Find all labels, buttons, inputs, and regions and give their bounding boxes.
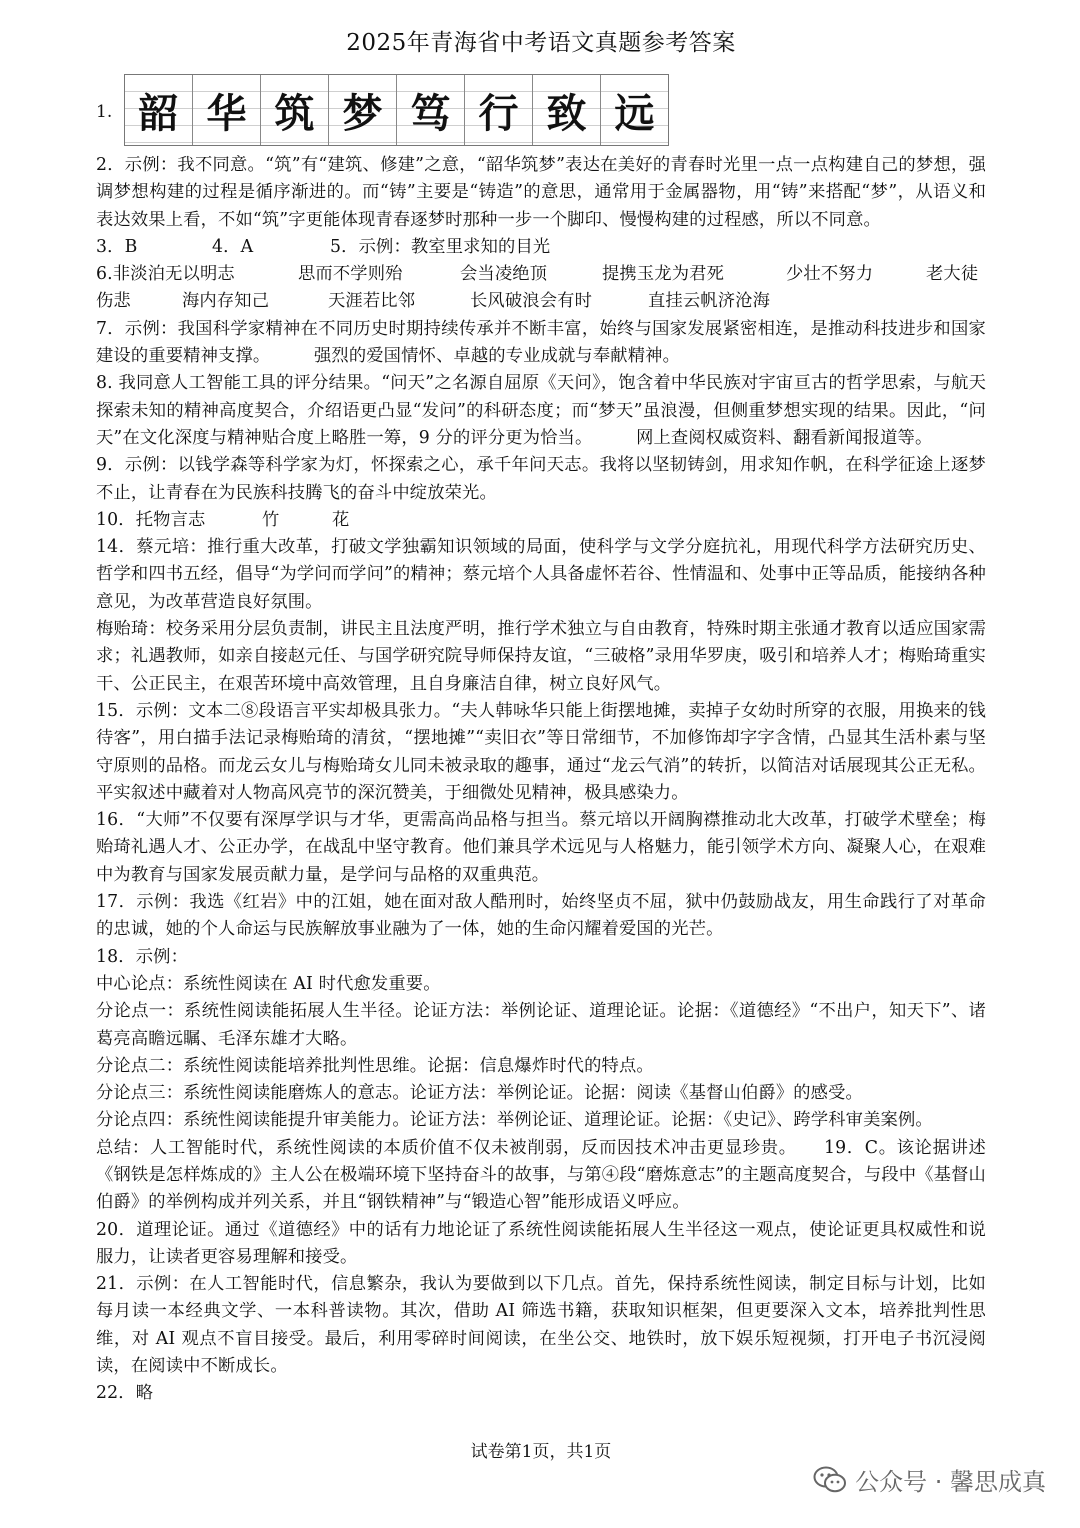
answer-10-item: 10．托物言志 [96,509,206,530]
answer-20: 20．道理论证。通过《道德经》中的话有力地论证了系统性阅读能拓展人生半径这一观点，使论证更具权威性和说服力，让读者更容易理解和接受。 [96,1219,986,1267]
character-grid [124,74,669,146]
answer-15: 15．示例：文本二⑧段语言平实却极具张力。“夫人韩咏华只能上街摆地摊，卖掉子女幼时所穿的衣服，用换来的钱待客”，用白描手法记录梅贻琦的清贫，“摆地摊”“卖旧衣”等日常细节，不加修饰却字字含情，凸显其生活朴素与坚守原则的品格。而龙云女儿与梅贻琦女儿同未被录取的趣事，通过“龙云气消”的转折，以简洁对话展现其公正无私。平实叙述中藏着对人物高风亮节的深沉赞美，于细微处见精神，极具感染力。 [96,700,986,803]
answers-3-5 [96,234,986,261]
answer-4: 4．A [212,236,254,257]
page-title: 2025年青海省中考语文真题参考答案 [346,30,736,56]
answer-6-item: 老大徒 [926,264,979,285]
answer-18-point-2: 分论点二：系统性阅读能培养批判性思维。论据：信息爆炸时代的特点。 [96,1055,654,1076]
answer-18: 18．示例： [96,946,189,967]
answer-6-item: 天涯若比邻 [328,291,416,312]
grid-cell: 行 [464,75,532,145]
grid-cell: 梦 [328,75,396,145]
answer-9: 9．示例：以钱学森等科学家为灯，怀探索之心，承千年问天志。我将以坚韧铸剑，用求知作帆，在科学征途上逐梦不止，让青春在为民族科技腾飞的奋斗中绽放荣光。 [96,455,986,503]
wechat-icon [813,1466,847,1494]
answer-10-item: 竹 [262,509,280,530]
answer-6-item: 少壮不努力 [786,264,874,285]
watermark [813,1462,1046,1497]
answer-21: 21．示例：在人工智能时代，信息繁杂，我认为要做到以下几点。首先，保持系统性阅读，制定目标与计划，比如每月读一本经典文学、一本科普读物。其次，借助 AI 筛选书籍，获取知识框架，但更要深入文本，培养批判性思维，对 AI 观点不盲目接受。最后，利用零碎时间阅读，在坐公交、地铁时，放下娱乐短视频，打开电子书沉浸阅读，在阅读中不断成长。 [96,1274,986,1377]
answer-6-item: 提携玉龙为君死 [602,264,725,285]
answer-14: 14．蔡元培：推行重大改革，打破文学独霸知识领域的局面，使科学与文学分庭抗礼，用现代科学方法研究历史、哲学和四书五经，倡导“为学问而学问”的精神；蔡元培个人具备虚怀若谷、性情温和、处事中正等品质，能接纳各种意见，为改革营造良好氛围。 [96,537,986,612]
answer-body [96,152,986,1408]
answer-10 [96,507,986,534]
grid-cell: 筑 [260,75,328,145]
document-page [96,0,986,1528]
grid-cell: 华 [192,75,260,145]
answer-6-item: 会当凌绝顶 [460,264,548,285]
answer-6-item: 思而不学则殆 [298,264,403,285]
answer-18-point-1: 分论点一：系统性阅读能拓展人生半径。论证方法：举例论证、道理论证。论据：《道德经》“不出户，知天下”、诸葛亮高瞻远瞩、毛泽东雄才大略。 [96,1001,986,1049]
answer-2: 2．示例：我不同意。“筑”有“建筑、修建”之意，“韶华筑梦”表达在美好的青春时光里一点一点构建自己的梦想，强调梦想构建的过程是循序渐进的。而“铸”主要是“铸造”的意思，通常用于金属器物，用“铸”来搭配“梦”，从语义和表达效果上看，不如“筑”字更能体现青春逐梦时那种一步一个脚印、慢慢构建的过程感，所以不同意。 [96,155,986,230]
grid-cell: 远 [600,75,668,145]
answer-18-summary-and-19: 总结：人工智能时代，系统性阅读的本质价值不仅未被削弱，反而因技术冲击更显珍贵。 19．C。该论据讲述《钢铁是怎样炼成的》主人公在极端环境下坚持奋斗的故事，与第④段“磨炼意志”的主题高度契合，与段中《基督山伯爵》的举例构成并列关系，并且“钢铁精神”与“锻造心智”能形成语义呼应。 [96,1137,986,1213]
answer-6-item: 伤悲 [96,291,131,312]
answer-3: 3．B [96,236,138,257]
question-number: 1. [96,102,113,122]
answer-16: 16．“大师”不仅要有深厚学识与才华，更需高尚品格与担当。蔡元培以开阔胸襟推动北大改革，打破学术壁垒；梅贻琦礼遇人才、公正办学，在战乱中坚守教育。他们兼具学术远见与人格魅力，能引领学术方向、凝聚人心，在艰难中为教育与国家发展贡献力量，是学问与品格的双重典范。 [96,810,986,885]
grid-cell: 韶 [125,75,192,145]
answer-14-part-2: 梅贻琦：校务采用分层负责制，讲民主且法度严明，推行学术独立与自由教育，特殊时期主张通才教育以适应国家需求；礼遇教师，如亲自接赵元任、与国学研究院导师保持友谊，“三破格”录用华罗庚，吸引和培养人才；梅贻琦重实干、公正民主，在艰苦环境中高效管理，且自身廉洁自律，树立良好风气。 [96,619,986,694]
answer-6-item: 海内存知己 [182,291,270,312]
answer-18-point-3: 分论点三：系统性阅读能磨炼人的意志。论证方法：举例论证。论据：阅读《基督山伯爵》的感受。 [96,1083,863,1104]
page-footer: 试卷第1页，共1页 [470,1442,612,1462]
answer-6-line-2 [96,288,986,315]
question-1 [96,74,986,156]
grid-cell: 致 [532,75,600,145]
watermark-text: 公众号 · 馨思成真 [855,1468,1046,1496]
answer-8: 8. 我同意人工智能工具的评分结果。“问天”之名源自屈原《天问》，饱含着中华民族对宇宙亘古的哲学思索，与航天探索未知的精神高度契合，介绍语更凸显“发问”的科研态度；而“梦天”虽浪漫，但侧重梦想实现的结果。因此，“问天”在文化深度与精神贴合度上略胜一筹，9 分的评分更为恰当。 网上查阅权威资料、翻看新闻报道等。 [96,373,986,448]
answer-7: 7．示例：我国科学家精神在不同历史时期持续传承并不断丰富，始终与国家发展紧密相连，是推动科技进步和国家建设的重要精神支撑。 强烈的爱国情怀、卓越的专业成就与奉献精神。 [96,318,986,367]
answer-18-point-4: 分论点四：系统性阅读能提升审美能力。论证方法：举例论证、道理论证。论据：《史记》、跨学科审美案例。 [96,1110,933,1131]
answer-10-item: 花 [332,509,350,530]
answer-5: 5．示例：教室里求知的目光 [330,236,551,257]
grid-cell: 笃 [396,75,464,145]
answer-6-item: 6.非淡泊无以明志 [96,264,235,285]
answer-6-line-1 [96,261,986,288]
answer-22: 22．略 [96,1383,154,1404]
answer-6-item: 直挂云帆济沧海 [648,291,771,312]
answer-17: 17．示例：我选《红岩》中的江姐，她在面对敌人酷刑时，始终坚贞不屈，狱中仍鼓励战友，用生命践行了对革命的忠诚，她的个人命运与民族解放事业融为了一体，她的生命闪耀着爱国的光芒。 [96,892,986,940]
answer-18-thesis: 中心论点：系统性阅读在 AI 时代愈发重要。 [96,973,441,994]
answer-6-item: 长风破浪会有时 [470,291,593,312]
